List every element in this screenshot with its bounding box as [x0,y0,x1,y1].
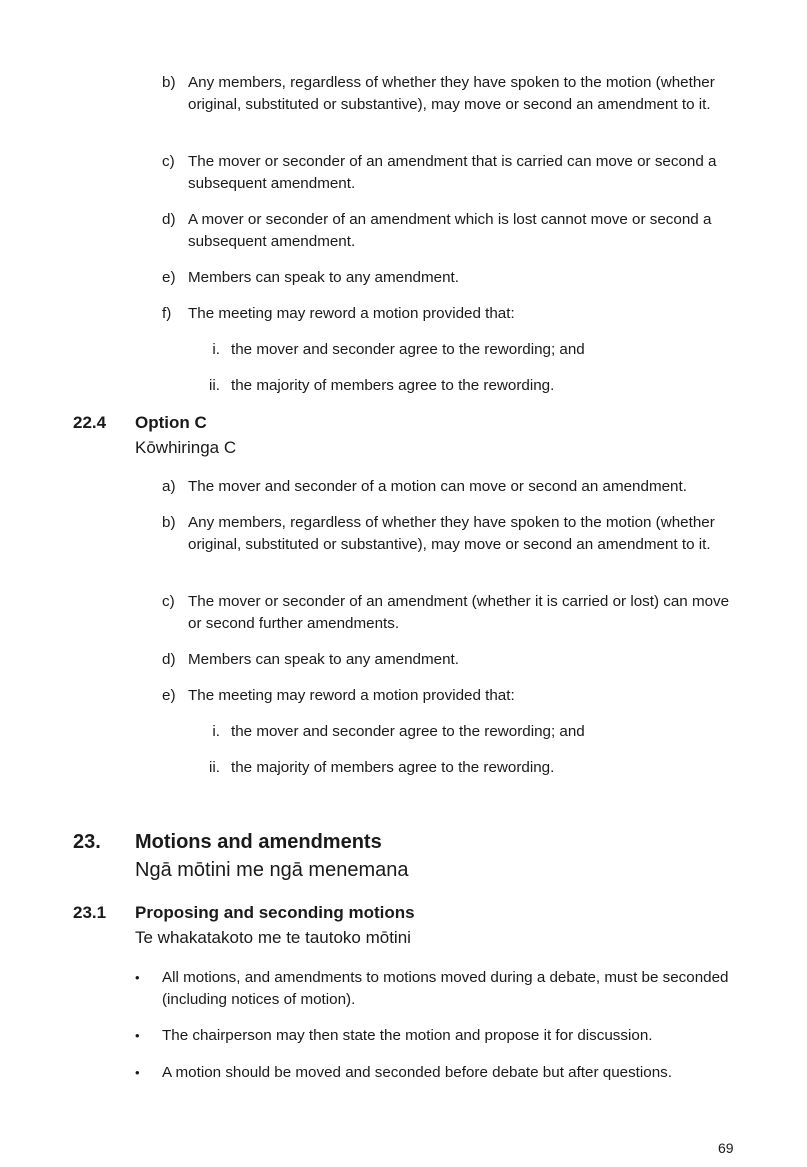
sublist-item-ii [200,757,740,779]
section-title: Option C [135,413,207,432]
list-marker: d) [162,651,176,668]
list-item-c [162,591,742,634]
list-marker: e) [162,269,176,286]
list-item-b [162,512,742,555]
chapter-subtitle: Ngā mōtini me ngā menemana [135,859,409,881]
sublist-item-i [200,339,740,361]
sublist-item-ii [200,375,740,397]
list-item-text: Members can speak to any amendment. [188,651,459,668]
list-marker: b) [162,74,176,91]
list-item-d [162,649,742,671]
bullet-item [135,1062,735,1084]
list-item-text: The mover or seconder of an amendment (whether it is carried or lost) can move or second further amendments. [188,593,730,632]
list-item-b [162,72,742,115]
sublist-item-text: the mover and seconder agree to the rewording; and [231,723,585,740]
list-item-text: A mover or seconder of an amendment which is lost cannot move or second a subsequent amendment. [188,211,712,250]
bullet-glyph: • [135,970,140,985]
list-marker: d) [162,211,176,228]
list-marker: c) [162,153,175,170]
bullet-item [135,1025,735,1047]
list-item-text: The mover and seconder of a motion can move or second an amendment. [188,478,687,495]
bullet-item [135,967,735,1010]
list-marker: c) [162,593,175,610]
list-item-text: Any members, regardless of whether they have spoken to the motion (whether original, substituted or substantive), may move or second an amendment to it. [188,514,715,553]
bullet-text: All motions, and amendments to motions moved during a debate, must be seconded (including notices of motion). [162,969,729,1008]
section-title: Proposing and seconding motions [135,903,415,922]
list-marker: e) [162,687,176,704]
page-number: 69 [718,1140,734,1156]
sublist-item-text: the majority of members agree to the rewording. [231,759,555,776]
list-item-e [162,685,742,707]
list-item-text: Members can speak to any amendment. [188,269,459,286]
list-item-text: The meeting may reword a motion provided that: [188,687,515,704]
sublist-item-text: the majority of members agree to the rewording. [231,377,555,394]
bullet-text: The chairperson may then state the motion and propose it for discussion. [162,1027,653,1044]
list-item-text: Any members, regardless of whether they have spoken to the motion (whether original, substituted or substantive), may move or second an amendment to it. [188,74,715,113]
sublist-marker: i. [212,341,220,358]
sublist-item-i [200,721,740,743]
list-item-d [162,209,742,252]
sublist-marker: ii. [209,377,220,394]
section-subtitle: Kōwhiringa C [135,438,237,457]
bullet-text: A motion should be moved and seconded before debate but after questions. [162,1064,672,1081]
list-item-c [162,151,742,194]
bullet-glyph: • [135,1028,140,1043]
list-marker: f) [162,305,172,322]
section-number: 22.4 [73,413,107,432]
list-marker: a) [162,478,176,495]
list-item-text: The mover or seconder of an amendment that is carried can move or second a subsequent amendment. [188,153,717,192]
section-subtitle: Te whakatakoto me te tautoko mōtini [135,928,411,947]
sublist-item-text: the mover and seconder agree to the rewording; and [231,341,585,358]
chapter-title: Motions and amendments [135,831,382,853]
sublist-marker: ii. [209,759,220,776]
sublist-marker: i. [212,723,220,740]
list-item-e [162,267,742,289]
section-number: 23.1 [73,903,107,922]
list-marker: b) [162,514,176,531]
list-item-f [162,303,742,325]
list-item-text: The meeting may reword a motion provided that: [188,305,515,322]
list-item-a [162,476,742,498]
chapter-number: 23. [73,831,101,853]
bullet-glyph: • [135,1065,140,1080]
